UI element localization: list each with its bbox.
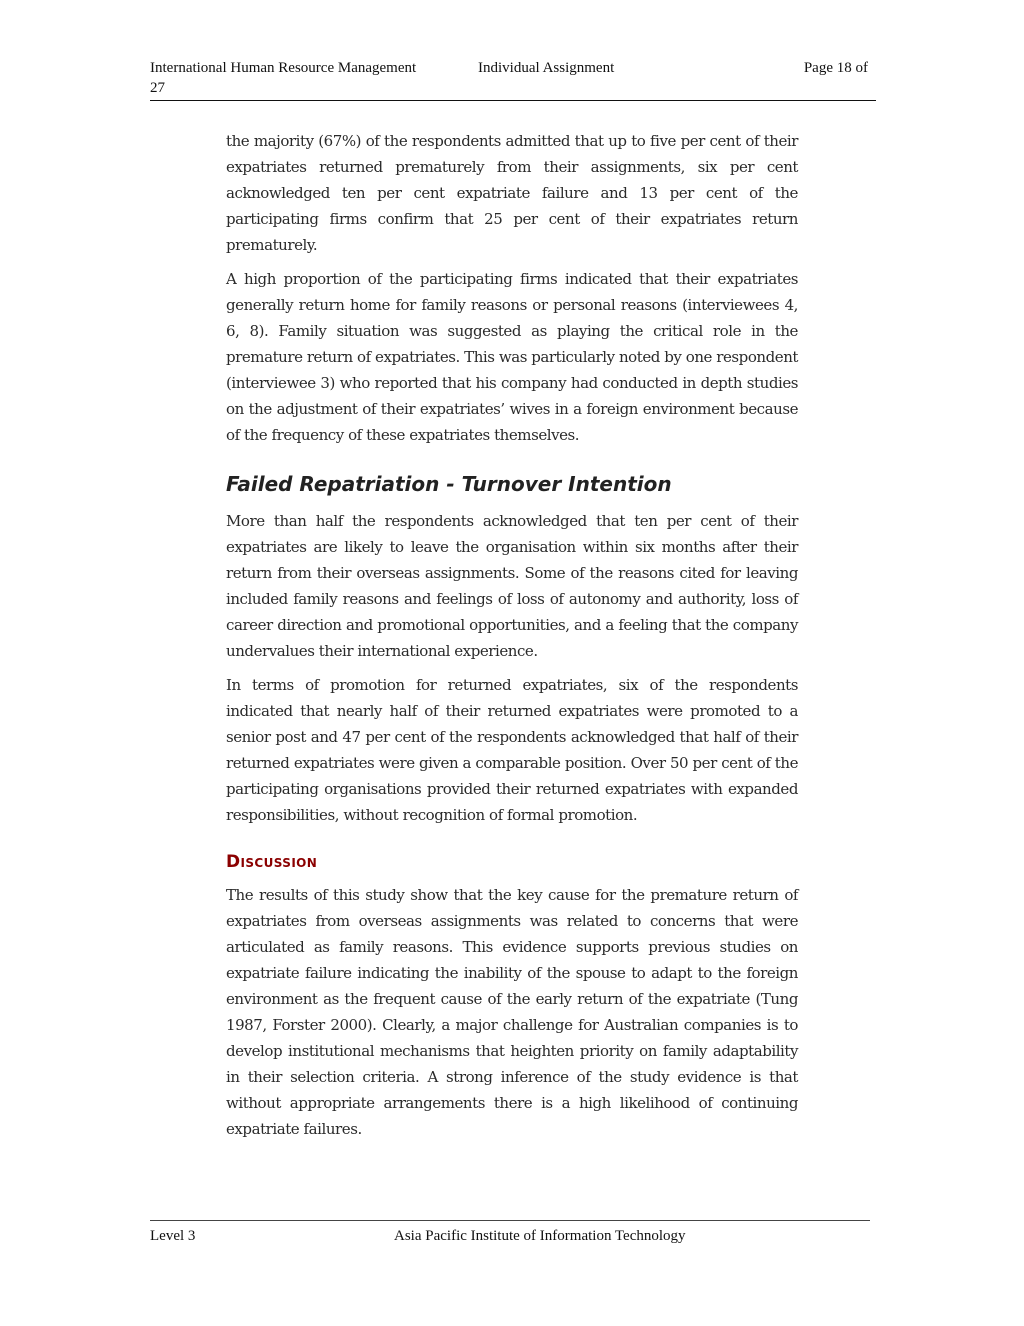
header-page-total: 27 <box>150 80 165 96</box>
body-paragraph: More than half the respondents acknowledged that ten per cent of their expatriates are likely to leave the organisation within six months after their return from their overseas assignments. Some of the reasons cited for leaving included family reasons and feelings of loss of autonomy and authority, loss of career direction and promotional opportunities, and a feeling that the company undervalues their international experience. <box>226 512 798 660</box>
header-course-title: International Human Resource Management <box>150 60 417 76</box>
footer-divider <box>150 1220 870 1221</box>
body-paragraph: The results of this study show that the key cause for the premature return of expatriates from overseas assignments was related to concerns that were articulated as family reasons. This evidence supports previous studies on expatriate failure indicating the inability of the spouse to adapt to the foreign environment as the frequent cause of the early return of the expatriate (Tung 1987, Forster 2000). Clearly, a major challenge for Australian companies is to develop institutional mechanisms that heighten priority on family adaptability in their selection criteria. A strong inference of the study evidence is that without appropriate arrangements there is a high likelihood of continuing expatriate failures. <box>226 886 798 1138</box>
page-header <box>150 60 876 96</box>
document-body <box>226 128 798 1150</box>
body-paragraph: In terms of promotion for returned expatriates, six of the respondents indicated that nearly half of their returned expatriates were promoted to a senior post and 47 per cent of the respondents acknowledged that half of their returned expatriates were given a comparable position. Over 50 per cent of the participating organisations provided their returned expatriates with expanded responsibilities, without recognition of formal promotion. <box>226 676 798 824</box>
header-divider <box>150 100 876 101</box>
header-page-number: Page 18 of <box>803 60 868 76</box>
header-assignment-type: Individual Assignment <box>478 60 615 76</box>
section-heading-discussion: Discussion <box>226 852 318 872</box>
body-paragraph: the majority (67%) of the respondents admitted that up to five per cent of their expatriates returned prematurely from their assignments, six per cent acknowledged ten per cent expatriate failure and 13 per cent of the participating firms confirm that 25 per cent of their expatriates return prematurely. <box>226 132 798 254</box>
footer-institution: Asia Pacific Institute of Information Technology <box>394 1228 686 1244</box>
subheading-failed-repatriation: Failed Repatriation - Turnover Intention <box>226 472 672 496</box>
body-paragraph: A high proportion of the participating firms indicated that their expatriates generally return home for family reasons or personal reasons (interviewees 4, 6, 8). Family situation was suggested as playing the critical role in the premature return of expatriates. This was particularly noted by one respondent (interviewee 3) who reported that his company had conducted in depth studies on the adjustment of their expatriates’ wives in a foreign environment because of the frequency of these expatriates themselves. <box>226 270 798 444</box>
footer-level: Level 3 <box>150 1228 196 1244</box>
